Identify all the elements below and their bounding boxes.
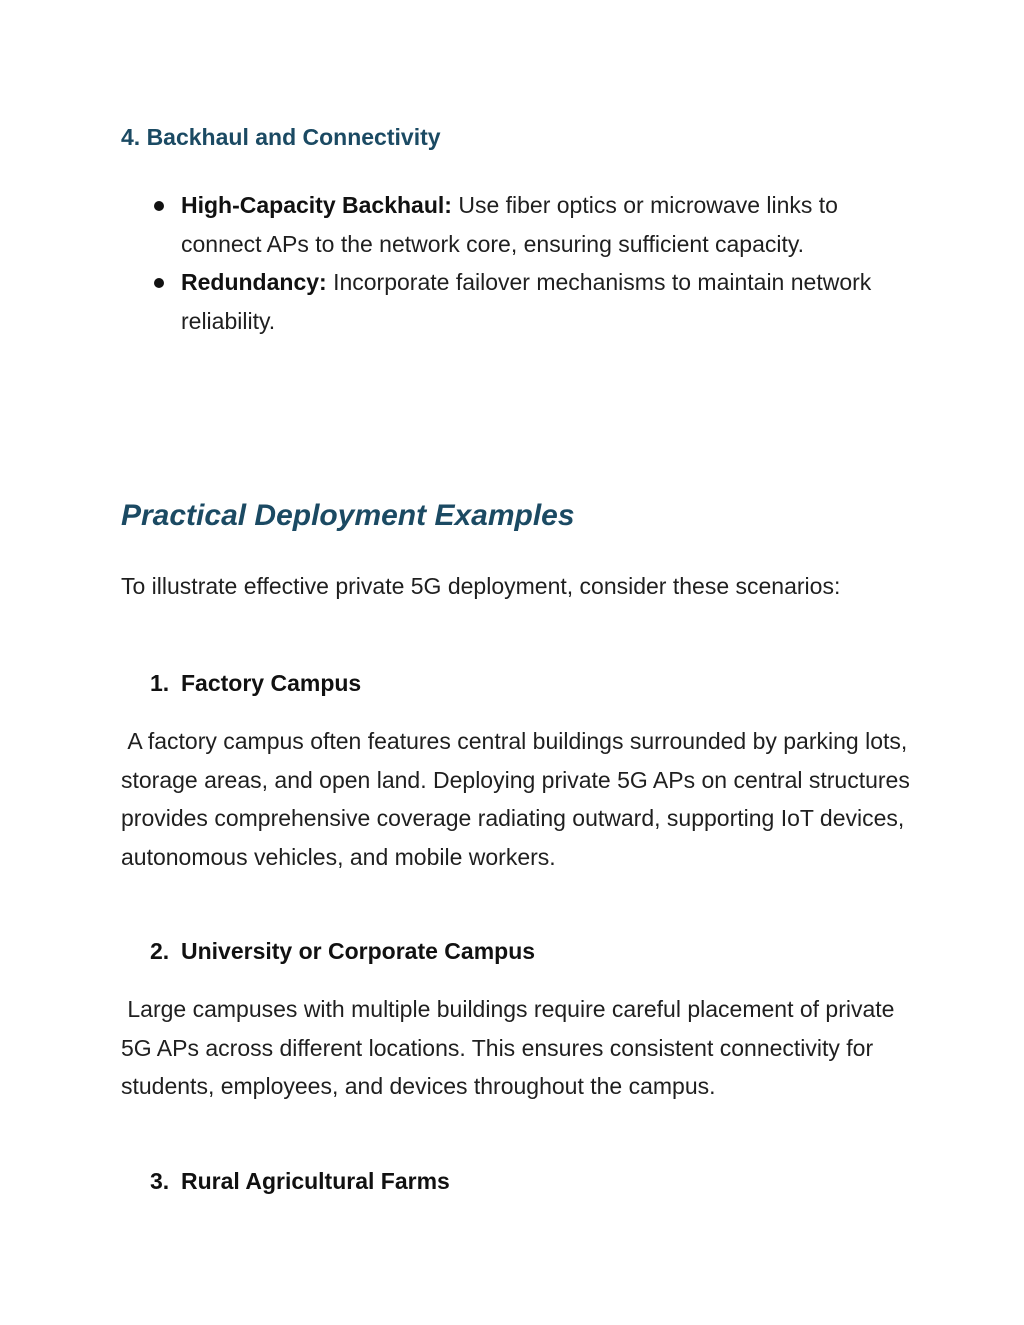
example-heading-rural-farms bbox=[150, 1166, 450, 1196]
bullet-item-redundancy bbox=[121, 263, 911, 340]
example-number: 2. bbox=[150, 938, 170, 964]
example-title: University or Corporate Campus bbox=[181, 938, 536, 964]
example-number: 1. bbox=[150, 670, 170, 696]
bullet-icon bbox=[154, 278, 164, 288]
example-body-factory-campus: A factory campus often features central buildings surrounded by parking lots, storage areas, and open land. Deploying private 5G APs on central structures provides comprehensive coverage radiating outward, supporting IoT devices, autonomous vehicles, and mobile workers. bbox=[121, 728, 917, 870]
bullet-icon bbox=[154, 201, 164, 211]
bullet-item-high-capacity-backhaul bbox=[121, 186, 911, 263]
bullet-label: Redundancy: bbox=[181, 269, 327, 295]
backhaul-bullet-list bbox=[121, 186, 911, 340]
example-body-university-campus: Large campuses with multiple buildings require careful placement of private 5G APs across different locations. This ensures consistent connectivity for students, employees, and devices throughout the campus. bbox=[121, 996, 901, 1099]
example-heading-factory-campus bbox=[150, 668, 361, 698]
bullet-label: High-Capacity Backhaul: bbox=[181, 192, 452, 218]
bullet-text: Use fiber optics or microwave links to connect APs to the network core, ensuring sufficient capacity. bbox=[181, 192, 838, 257]
section-title: Practical Deployment Examples bbox=[121, 499, 575, 532]
example-title: Rural Agricultural Farms bbox=[181, 1168, 450, 1194]
example-title: Factory Campus bbox=[181, 670, 362, 696]
backhaul-heading: 4. Backhaul and Connectivity bbox=[121, 124, 441, 150]
intro-paragraph: To illustrate effective private 5G deployment, consider these scenarios: bbox=[121, 573, 841, 599]
example-heading-university-campus bbox=[150, 936, 535, 966]
bullet-text: Incorporate failover mechanisms to maintain network reliability. bbox=[181, 269, 872, 334]
example-number: 3. bbox=[150, 1168, 170, 1194]
